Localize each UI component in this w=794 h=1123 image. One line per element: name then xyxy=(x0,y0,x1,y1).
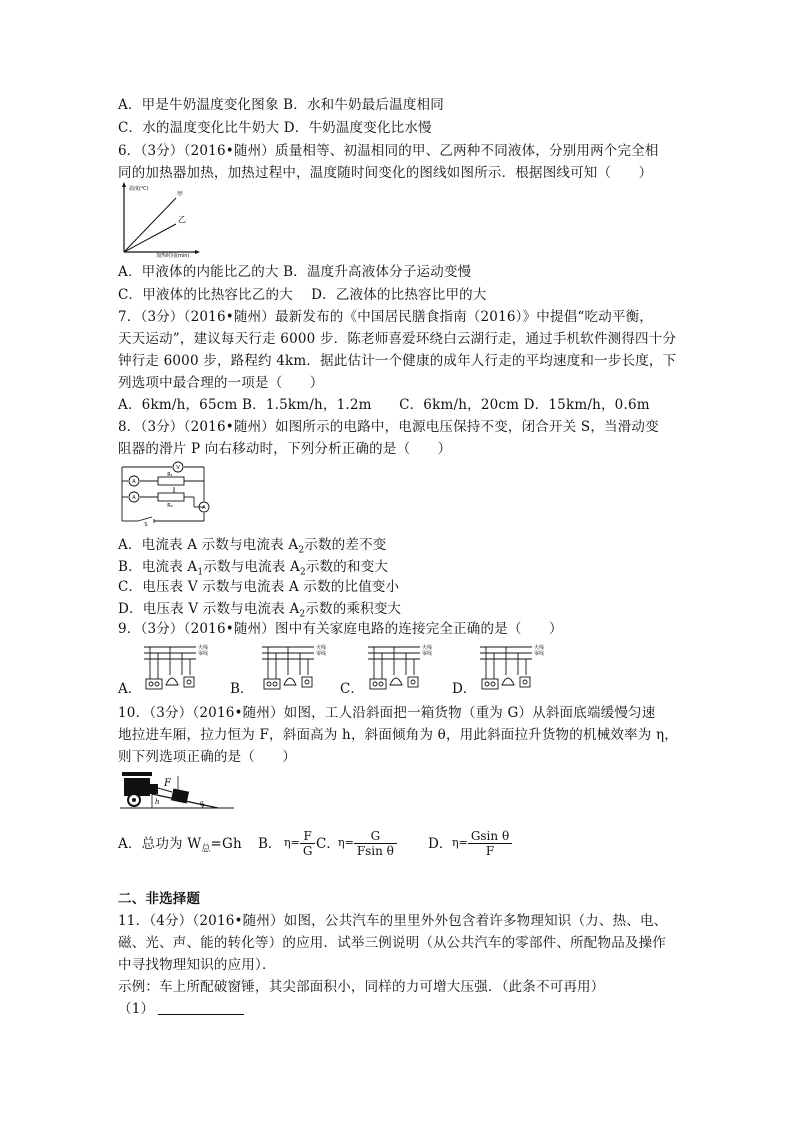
q9-option-label-b: B． xyxy=(230,681,254,697)
q6-options-ab: A．甲液体的内能比乙的大 B．温度升高液体分子运动变慢 xyxy=(118,264,472,280)
wire-label-neutral: 零线 xyxy=(198,651,209,657)
q8-option-b: B．电流表 $A_1$示数与电流表 $A_2$示数的和变大 xyxy=(118,559,389,578)
q7-stem-line3: 钟行走 6000 步，路程约 4km．据此估计一个健康的成年人行走的平均速度和一步长度，下 xyxy=(118,353,677,369)
q10-option-b-label: B． xyxy=(258,836,282,852)
q11-stem-line1: 11．（4分）（2016•随州）如图，公共汽车的里里外外包含着许多物理知识（力、热、电、 xyxy=(118,913,668,929)
q6-stem-line2: 同的加热器加热，加热过程中，温度随时间变化的图线如图所示．根据图线可知（ ） xyxy=(118,165,653,181)
q5-options-cd: C．水的温度变化比牛奶大 D．牛奶温度变化比水慢 xyxy=(118,120,432,136)
q8-option-c: C．电压表 V 示数与电流表 A 示数的比值变小 xyxy=(118,579,400,595)
graph-label-yi: 乙 xyxy=(178,215,186,224)
circuit-switch: S xyxy=(144,522,148,527)
q8-option-a: A．电流表 A 示数与电流表 $A_2$示数的差不变 xyxy=(118,537,387,556)
fig-angle-label: θ xyxy=(200,801,204,808)
q10-option-c-formula: η= $\frac{G}{\text{Fsin θ}}$ xyxy=(338,826,397,860)
q10-stem-line2: 地拉进车厢，拉力恒为 F，斜面高为 h，斜面倾角为 θ，用此斜面拉升货物的机械效率为 η， xyxy=(118,727,678,743)
q11-answer-1: （1） xyxy=(118,999,244,1019)
q9-option-label-c: C． xyxy=(340,681,364,697)
circuit-ammeter-a1: A xyxy=(132,479,136,485)
temperature-time-graph xyxy=(118,180,204,258)
wire-label-live: 火线 xyxy=(198,645,209,651)
wire-label-neutral: 零线 xyxy=(422,651,433,657)
q9-circuit-figure-a xyxy=(142,641,218,693)
q9-circuit-figure-b xyxy=(260,641,336,693)
graph-label-jia: 甲 xyxy=(177,191,184,198)
q11-stem-line3: 中寻找物理知识的应用）． xyxy=(118,957,276,973)
q10-option-d-formula: η= $\frac{\text{Gsin θ}}{F}$ xyxy=(452,826,512,860)
graph-x-label: 加热时间(min) xyxy=(156,253,190,258)
wire-label-live: 火线 xyxy=(422,645,433,651)
q7-stem-line1: 7．（3分）（2016•随州）最新发布的《中国居民膳食指南（2016）》中提倡“吃动平衡， xyxy=(118,309,654,325)
circuit-diagram xyxy=(118,457,212,527)
wire-label-neutral: 零线 xyxy=(534,651,545,657)
fig-force-label: F xyxy=(164,778,171,789)
incline-truck-figure xyxy=(118,768,236,818)
q10-stem-line3: 则下列选项正确的是（ ） xyxy=(118,749,297,765)
q10-stem-line1: 10．（3分）（2016•随州）如图，工人沿斜面把一箱货物（重为 G）从斜面底端缓慢匀速 xyxy=(118,705,656,721)
circuit-ammeter-a2: A xyxy=(132,495,136,501)
circuit-r2: R₂ xyxy=(167,503,173,509)
wire-label-live: 火线 xyxy=(534,645,545,651)
answer-blank-1[interactable] xyxy=(158,1000,244,1015)
q8-stem-line1: 8．（3分）（2016•随州）如图所示的电路中，电源电压保持不变，闭合开关 S，当滑动变 xyxy=(118,419,659,435)
q9-circuit-figure-d xyxy=(478,641,554,693)
q6-stem-line1: 6．（3分）（2016•随州）质量相等、初温相同的甲、乙两种不同液体，分别用两个完全相 xyxy=(118,143,659,159)
q9-option-label-a: A． xyxy=(118,681,142,697)
wire-label-live: 火线 xyxy=(316,645,327,651)
q10-option-a: A．总功为 $W_总=Gh$ xyxy=(118,836,242,855)
q7-stem-line4: 列选项中最合理的一项是（ ） xyxy=(118,375,324,391)
circuit-r1: R₁ xyxy=(167,472,173,478)
q8-option-d: D．电压表 V 示数与电流表 $A_2$示数的乘积变大 xyxy=(118,601,402,620)
q9-option-label-d: D． xyxy=(452,681,477,697)
q9-circuit-figure-c xyxy=(366,641,442,693)
graph-line-yi xyxy=(124,224,176,252)
graph-y-label: 温度(℃) xyxy=(129,186,149,192)
graph-line-jia xyxy=(124,198,176,252)
circuit-voltmeter: V xyxy=(176,465,180,471)
q11-stem-line2: 磁、光、声、能的转化等）的应用．试举三例说明（从公共汽车的零部件、所配物品及操作 xyxy=(118,935,666,951)
wire-label-neutral: 零线 xyxy=(316,651,327,657)
q11-example: 示例：车上所配破窗锤，其尖部面积小，同样的力可增大压强．（此条不可再用） xyxy=(118,979,605,995)
q10-option-b-formula: η= $\frac{F}{G}$ xyxy=(284,826,315,860)
q10-option-c-label: C． xyxy=(316,836,340,852)
q7-options: A．6km/h，65cm B．1.5km/h，1.2m C．6km/h，20cm D．15km/h，0.6m xyxy=(118,397,650,413)
circuit-ammeter-a: A xyxy=(202,505,206,511)
q6-options-cd: C．甲液体的比热容比乙的大 D．乙液体的比热容比甲的大 xyxy=(118,287,487,303)
q10-option-d-label: D． xyxy=(428,836,453,852)
section-2-title: 二、非选择题 xyxy=(118,891,201,907)
fig-height-label: h xyxy=(155,798,160,806)
q9-stem: 9．（3分）（2016•随州）图中有关家庭电路的连接完全正确的是（ ） xyxy=(118,621,563,637)
q8-stem-line2: 阻器的滑片 P 向右移动时，下列分析正确的是（ ） xyxy=(118,441,452,457)
q7-stem-line2: 天天运动”，建议每天行走 6000 步．陈老师喜爱环绕白云湖行走，通过手机软件测得四十分 xyxy=(118,331,677,347)
q5-options-ab: A．甲是牛奶温度变化图象 B．水和牛奶最后温度相同 xyxy=(118,97,444,113)
